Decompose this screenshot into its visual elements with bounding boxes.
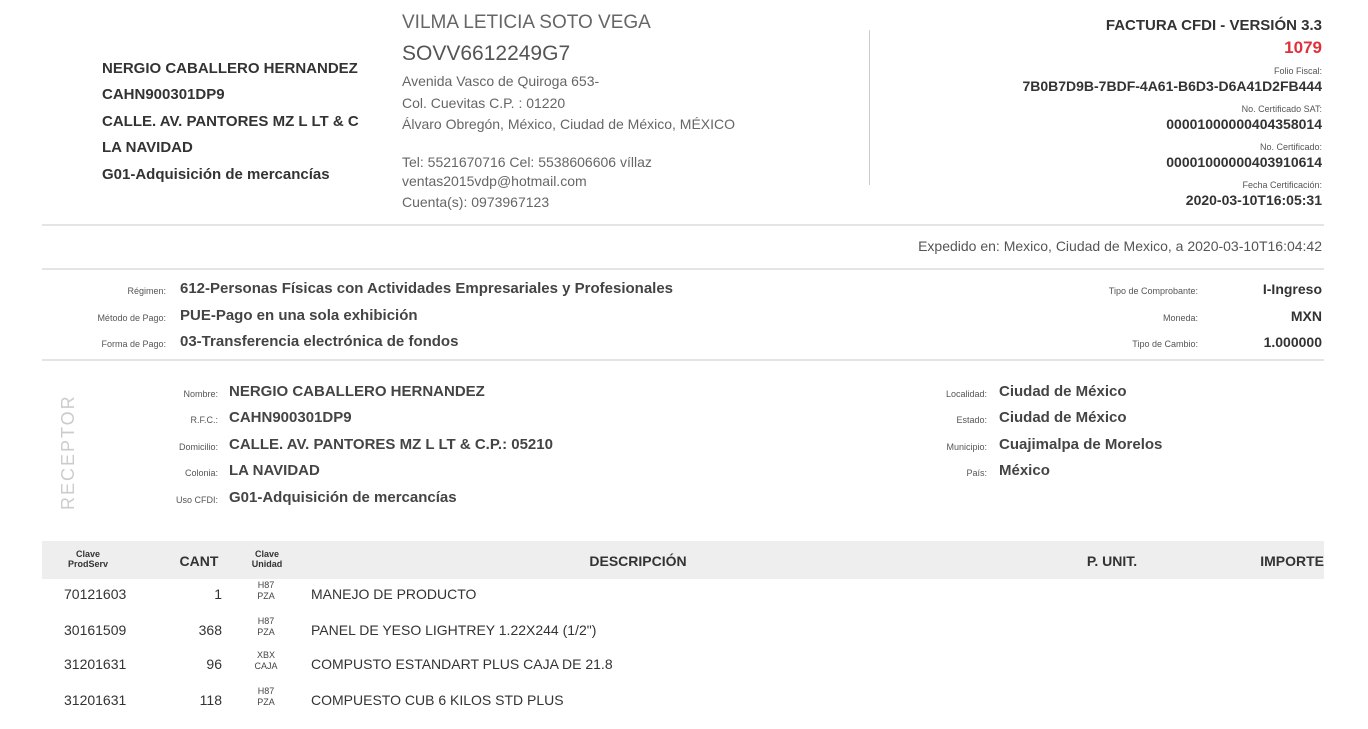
- header-client-use: G01-Adquisición de mercancías: [102, 166, 330, 183]
- localidad-value: Ciudad de México: [999, 383, 1127, 400]
- municipio-label: Municipio:: [946, 442, 987, 452]
- row-clave: 30161509: [64, 622, 127, 638]
- row-unit: [246, 686, 286, 708]
- municipio-value: Cuajimalpa de Morelos: [999, 436, 1163, 453]
- cert-sat-value: 00001000000404358014: [1166, 116, 1322, 132]
- items-table-header: [42, 541, 1324, 579]
- localidad-label: Localidad:: [945, 389, 987, 399]
- cert-value: 00001000000403910614: [1166, 154, 1322, 170]
- header-client-rfc: CAHN900301DP9: [102, 86, 225, 103]
- uso-cfdi-label: Uso CFDI:: [175, 495, 218, 505]
- emitter-address-2: Col. Cuevitas C.P. : 01220: [402, 95, 566, 111]
- expedido-line: Expedido en: Mexico, Ciudad de Mexico, a 2020-03-10T16:04:42: [918, 238, 1322, 254]
- row-cant: 118: [199, 692, 222, 708]
- emitter-rfc: SOVV6612249G7: [402, 42, 571, 65]
- rfc-value: CAHN900301DP9: [229, 409, 352, 426]
- receptor-section-label: RECEPTOR: [58, 394, 78, 510]
- emitter-address-1: Avenida Vasco de Quiroga 653-: [402, 73, 600, 89]
- estado-value: Ciudad de México: [999, 409, 1127, 426]
- emitter-phone: Tel: 5521670716 Cel: 5538606606 víllaz: [402, 154, 652, 170]
- uso-cfdi-value: G01-Adquisición de mercancías: [229, 489, 457, 506]
- folio-fiscal-value: 7B0B7D9B-7BDF-4A61-B6D3-D6A41D2FB444: [1022, 78, 1322, 94]
- emitter-email: ventas2015vdp@hotmail.com: [402, 173, 587, 189]
- moneda-label: Moneda:: [1162, 313, 1198, 323]
- tipo-cambio-value: 1.000000: [1263, 334, 1322, 350]
- nombre-value: NERGIO CABALLERO HERNANDEZ: [229, 383, 485, 400]
- nombre-label: Nombre:: [183, 389, 218, 399]
- row-unit-code: H87: [257, 616, 275, 626]
- row-clave: 31201631: [64, 656, 127, 672]
- row-description: PANEL DE YESO LIGHTREY 1.22X244 (1/2"): [311, 622, 597, 638]
- header-clave-prodserv: [58, 549, 118, 569]
- estado-label: Estado:: [956, 415, 987, 425]
- tipo-cambio-label: Tipo de Cambio:: [1132, 339, 1198, 349]
- row-cant: 368: [198, 622, 222, 638]
- tipo-comprobante-label: Tipo de Comprobante:: [1108, 286, 1198, 296]
- row-unit-name: PZA: [257, 591, 275, 601]
- cert-sat-label: No. Certificado SAT:: [1241, 104, 1322, 114]
- header-clave-unidad-line2: Unidad: [251, 559, 283, 569]
- header-clave-prodserv-line1: Clave: [75, 549, 101, 559]
- invoice-folio: 1079: [1284, 38, 1322, 57]
- pais-label: País:: [966, 468, 987, 478]
- colonia-value: LA NAVIDAD: [229, 462, 320, 479]
- regimen-value: 612-Personas Físicas con Actividades Empresariales y Profesionales: [180, 280, 674, 297]
- header-importe: IMPORTE: [1260, 553, 1324, 569]
- regimen-label: Régimen:: [127, 286, 166, 296]
- colonia-label: Colonia:: [184, 468, 218, 478]
- row-unit-name: PZA: [257, 627, 275, 637]
- forma-pago-label: Forma de Pago:: [101, 339, 166, 349]
- forma-pago-value: 03-Transferencia electrónica de fondos: [180, 333, 459, 350]
- emitter-address-3: Álvaro Obregón, México, Ciudad de México, MÉXICO: [402, 116, 736, 132]
- row-unit-code: H87: [257, 580, 275, 590]
- row-description: COMPUESTO CUB 6 KILOS STD PLUS: [311, 692, 564, 708]
- domicilio-label: Domicilio:: [178, 442, 218, 452]
- header-clave-prodserv-line2: ProdServ: [67, 559, 109, 569]
- row-unit-name: PZA: [257, 697, 275, 707]
- emitter-account: Cuenta(s): 0973967123: [402, 194, 550, 210]
- cert-date-label: Fecha Certificación:: [1242, 180, 1322, 190]
- row-unit: [246, 616, 286, 638]
- row-clave: 70121603: [64, 586, 127, 602]
- header-client-address: CALLE. AV. PANTORES MZ L LT & C: [102, 113, 359, 130]
- cert-date-value: 2020-03-10T16:05:31: [1185, 192, 1322, 208]
- header-clave-unidad-line1: Clave: [254, 549, 280, 559]
- moneda-value: MXN: [1290, 308, 1322, 324]
- row-clave: 31201631: [64, 692, 127, 708]
- cert-label: No. Certificado:: [1259, 142, 1322, 152]
- row-unit: [246, 580, 286, 602]
- folio-fiscal-label: Folio Fiscal:: [1273, 66, 1322, 76]
- row-cant: 1: [214, 586, 222, 602]
- invoice-title: FACTURA CFDI - VERSIÓN 3.3: [1105, 17, 1322, 34]
- header-punit: P. UNIT.: [1086, 553, 1138, 569]
- row-cant: 96: [206, 656, 222, 672]
- header-descripcion: DESCRIPCIÓN: [589, 553, 687, 569]
- rfc-label: R.F.C.:: [190, 415, 218, 425]
- row-unit: [246, 650, 286, 672]
- header-divider: [869, 30, 870, 185]
- header-clave-unidad: [243, 549, 291, 569]
- divider: [42, 268, 1324, 270]
- divider: [42, 224, 1324, 226]
- header-client-colony: LA NAVIDAD: [102, 139, 193, 156]
- row-description: COMPUSTO ESTANDART PLUS CAJA DE 21.8: [311, 656, 613, 672]
- emitter-name: VILMA LETICIA SOTO VEGA: [402, 12, 651, 33]
- row-unit-code: XBX: [256, 650, 275, 660]
- metodo-pago-label: Método de Pago:: [97, 313, 166, 323]
- row-description: MANEJO DE PRODUCTO: [311, 586, 477, 602]
- tipo-comprobante-value: I-Ingreso: [1262, 281, 1322, 297]
- divider: [42, 359, 1324, 361]
- metodo-pago-value: PUE-Pago en una sola exhibición: [180, 307, 418, 324]
- row-unit-code: H87: [257, 686, 275, 696]
- pais-value: México: [999, 462, 1050, 479]
- domicilio-value: CALLE. AV. PANTORES MZ L LT & C.P.: 05210: [229, 436, 553, 453]
- header-cant: CANT: [179, 553, 219, 569]
- row-unit-name: CAJA: [254, 661, 278, 671]
- header-client-name: NERGIO CABALLERO HERNANDEZ: [102, 60, 358, 77]
